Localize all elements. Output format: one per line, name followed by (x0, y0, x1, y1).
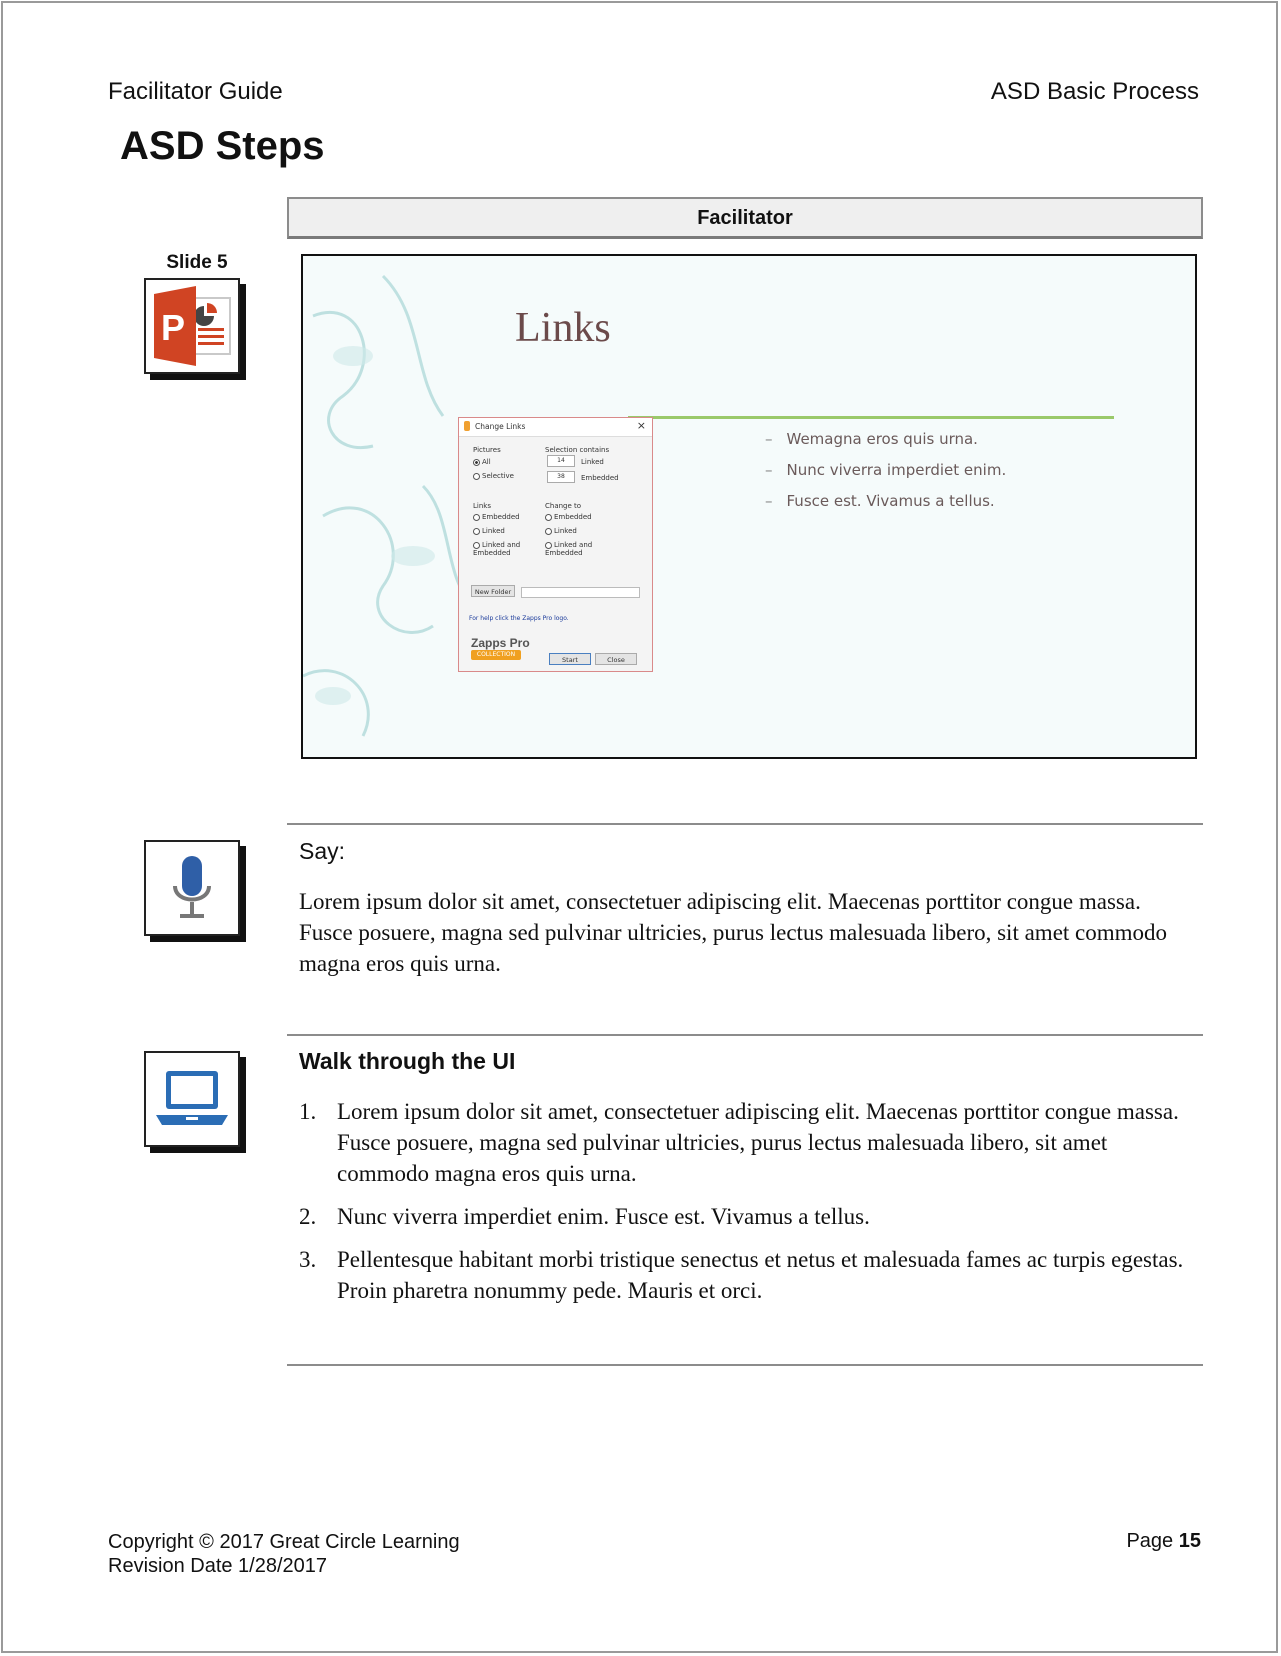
slide-bullets (765, 430, 1006, 523)
selection-label: Selection contains (545, 446, 610, 454)
page-border (1, 1, 1278, 1653)
laptop-icon (146, 1053, 238, 1145)
revision-date: Revision Date 1/28/2017 (108, 1555, 328, 1577)
change-to-label: Change to (545, 502, 582, 510)
close-icon[interactable]: × (636, 419, 646, 432)
app-icon (464, 421, 470, 431)
start-button[interactable]: Start (549, 653, 591, 665)
links-label: Links (473, 502, 491, 510)
footer-left (108, 1530, 460, 1578)
pictures-label: Pictures (473, 446, 501, 454)
walk-steps (299, 1096, 1199, 1318)
slide-label: Slide 5 (166, 252, 228, 273)
page-number: Page 15 (1126, 1530, 1201, 1552)
header-right: ASD Basic Process (990, 78, 1199, 105)
list-item: 3. Pellentesque habitant morbi tristique senectus et netus et malesuada fames ac turpis egestas. Proin pharetra nonummy pede. Mauris et orci. (299, 1247, 1184, 1303)
page-title: ASD Steps (120, 124, 325, 168)
change-linked-embedded-radio[interactable]: Linked and Embedded (545, 541, 593, 557)
say-heading: Say: (299, 838, 346, 864)
embedded-count: 38 (547, 471, 575, 483)
change-links-dialog (458, 417, 653, 672)
powerpoint-icon (146, 280, 238, 372)
copyright: Copyright © 2017 Great Circle Learning (108, 1531, 460, 1553)
folder-path-input[interactable] (521, 587, 640, 598)
divider (287, 1364, 1203, 1366)
dialog-titlebar (459, 418, 652, 437)
links-linked-radio[interactable]: Linked (473, 527, 505, 535)
walk-heading: Walk through the UI (299, 1048, 516, 1074)
microphone-icon (146, 842, 238, 934)
close-button[interactable]: Close (595, 653, 637, 665)
change-embedded-radio[interactable]: Embedded (545, 513, 592, 521)
list-item: 2. Nunc viverra imperdiet enim. Fusce est. Vivamus a tellus. (299, 1204, 870, 1229)
say-text: Lorem ipsum dolor sit amet, consectetuer adipiscing elit. Maecenas porttitor congue massa. Fusce posuere, magna sed pulvinar ultricies, purus lectus malesuada libero, sit amet commodo magna eros quis urna. (299, 889, 1168, 976)
help-text: For help click the Zapps Pro logo. (469, 615, 569, 622)
svg-text:P: P (161, 307, 186, 348)
pictures-selective-radio[interactable]: Selective (473, 472, 514, 480)
slide-rule (628, 416, 1114, 419)
links-linked-embedded-radio[interactable]: Linked and Embedded (473, 541, 521, 557)
microphone-icon-box (144, 840, 240, 936)
slide-bullet: – Fusce est. Vivamus a tellus. (765, 492, 995, 510)
embedded-label: Embedded (581, 474, 619, 482)
links-embedded-radio[interactable]: Embedded (473, 513, 520, 521)
slide-preview (301, 254, 1197, 759)
powerpoint-icon-box (144, 278, 240, 374)
new-folder-button[interactable]: New Folder (471, 585, 515, 597)
laptop-icon-box (144, 1051, 240, 1147)
divider (287, 1034, 1203, 1036)
slide-bullet: – Wemagna eros quis urna. (765, 430, 978, 448)
linked-label: Linked (581, 458, 604, 466)
slide-bullet: – Nunc viverra imperdiet enim. (765, 461, 1007, 479)
divider (287, 823, 1203, 825)
change-linked-radio[interactable]: Linked (545, 527, 577, 535)
pictures-all-radio[interactable]: All (473, 458, 491, 466)
dialog-title: Change Links (475, 422, 526, 431)
header-left: Facilitator Guide (108, 78, 283, 105)
facilitator-bar: Facilitator (287, 197, 1203, 239)
slide-title: Links (515, 305, 611, 351)
linked-count: 14 (547, 455, 575, 467)
zapps-pro-logo[interactable]: Zapps Pro COLLECTION (471, 636, 530, 658)
list-item: 1. Lorem ipsum dolor sit amet, consectetuer adipiscing elit. Maecenas porttitor congue massa. Fusce posuere, magna sed pulvinar ultricies, purus lectus malesuada libero, sit amet commodo magna eros quis urna. (299, 1099, 1179, 1186)
